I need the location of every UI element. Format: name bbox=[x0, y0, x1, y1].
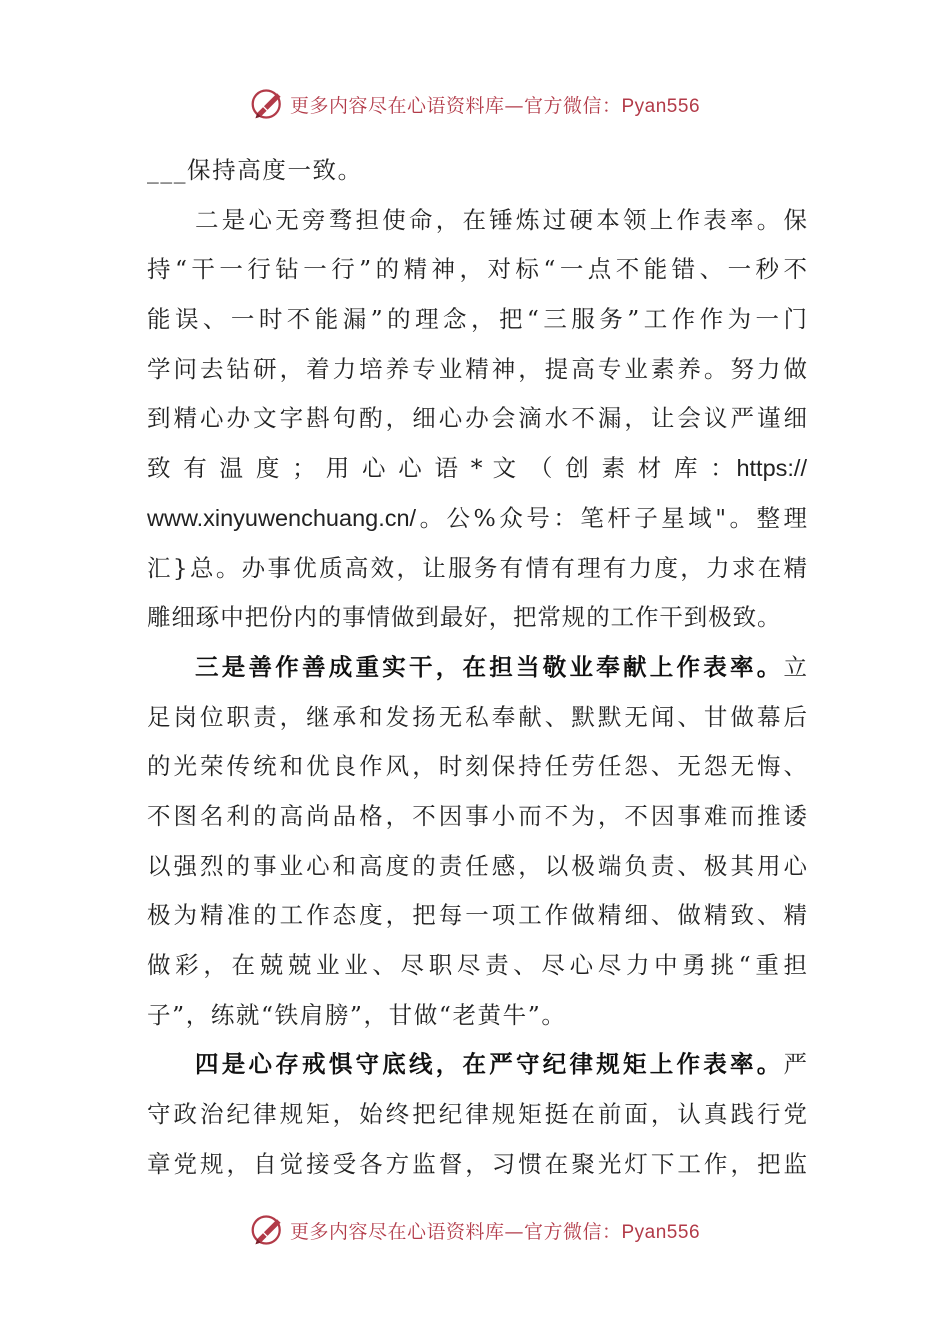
text-line: 雕细琢中把份内的事情做到最好，把常规的工作干到极致。 bbox=[147, 603, 782, 632]
header-banner bbox=[0, 84, 950, 124]
text-line: 足岗位职责，继承和发扬无私奉献、默默无闻、甘做幕后 bbox=[147, 702, 807, 731]
pen-logo-icon bbox=[250, 1212, 286, 1248]
text-line: 的光荣传统和优良作风，时刻保持任劳任怨、无怨无悔、 bbox=[147, 752, 807, 781]
pen-logo-icon bbox=[250, 86, 286, 122]
url-text: www.xinyuwenchuang.cn/ bbox=[147, 504, 417, 531]
bold-heading: 三是善作善成重实干，在担当敬业奉献上作表率。 bbox=[195, 652, 784, 681]
text-line: 守政治纪律规矩，始终把纪律规矩挺在前面，认真践行党 bbox=[147, 1100, 807, 1129]
text-line: 三是善作善成重实干，在担当敬业奉献上作表率。立 bbox=[195, 652, 807, 681]
text-line: 做彩，在兢兢业业、尽职尽责、尽心尽力中勇挑“重担 bbox=[147, 951, 807, 979]
banner-wechat-id: Pyan556 bbox=[621, 95, 701, 117]
text-line: 章党规，自觉接受各方监督，习惯在聚光灯下工作，把监 bbox=[147, 1149, 807, 1178]
document-body bbox=[147, 146, 807, 1189]
url-fragment: https:// bbox=[736, 455, 807, 482]
text-line: 子”，练就“铁肩膀”，甘做“老黄牛”。 bbox=[147, 1000, 567, 1029]
banner-chinese-text: 更多内容尽在心语资料库—官方微信： bbox=[289, 1220, 622, 1243]
text-line: 致 有 温 度 ； 用 心 心 语 * 文 （ 创 素 材 库 ：https:// bbox=[147, 454, 807, 483]
text-line: www.xinyuwenchuang.cn/。公%众号：笔杆子星域"。整理 bbox=[147, 503, 807, 532]
banner-chinese-text: 更多内容尽在心语资料库—官方微信： bbox=[289, 94, 622, 117]
text-line: 不图名利的高尚品格，不因事小而不为，不因事难而推诿 bbox=[147, 801, 807, 830]
text-line: 汇}总。办事优质高效，让服务有情有理有力度，力求在精 bbox=[147, 553, 807, 582]
footer-banner bbox=[0, 1210, 950, 1250]
bold-heading: 四是心存戒惧守底线，在严守纪律规矩上作表率。 bbox=[195, 1050, 784, 1079]
text-line: 二是心无旁骛担使命，在锤炼过硬本领上作表率。保 bbox=[195, 205, 807, 234]
banner-text bbox=[290, 91, 700, 118]
text-line: 四是心存戒惧守底线，在严守纪律规矩上作表率。严 bbox=[195, 1050, 807, 1079]
text-line: 学问去钻研，着力培养专业精神，提高专业素养。努力做 bbox=[147, 354, 807, 383]
text-line: 极为精准的工作态度，把每一项工作做精细、做精致、精 bbox=[147, 901, 807, 930]
text-line: 以强烈的事业心和高度的责任感，以极端负责、极其用心 bbox=[147, 851, 807, 880]
banner-text bbox=[290, 1217, 700, 1244]
text-line: ___保持高度一致。 bbox=[147, 156, 363, 184]
text-line: 到精心办文字斟句酌，细心办会滴水不漏，让会议严谨细 bbox=[147, 404, 807, 433]
text-line: 持“干一行钻一行”的精神，对标“一点不能错、一秒不 bbox=[147, 255, 807, 284]
banner-wechat-id: Pyan556 bbox=[621, 1221, 701, 1243]
text-line: 能误、一时不能漏”的理念，把“三服务”工作作为一门 bbox=[147, 305, 807, 334]
